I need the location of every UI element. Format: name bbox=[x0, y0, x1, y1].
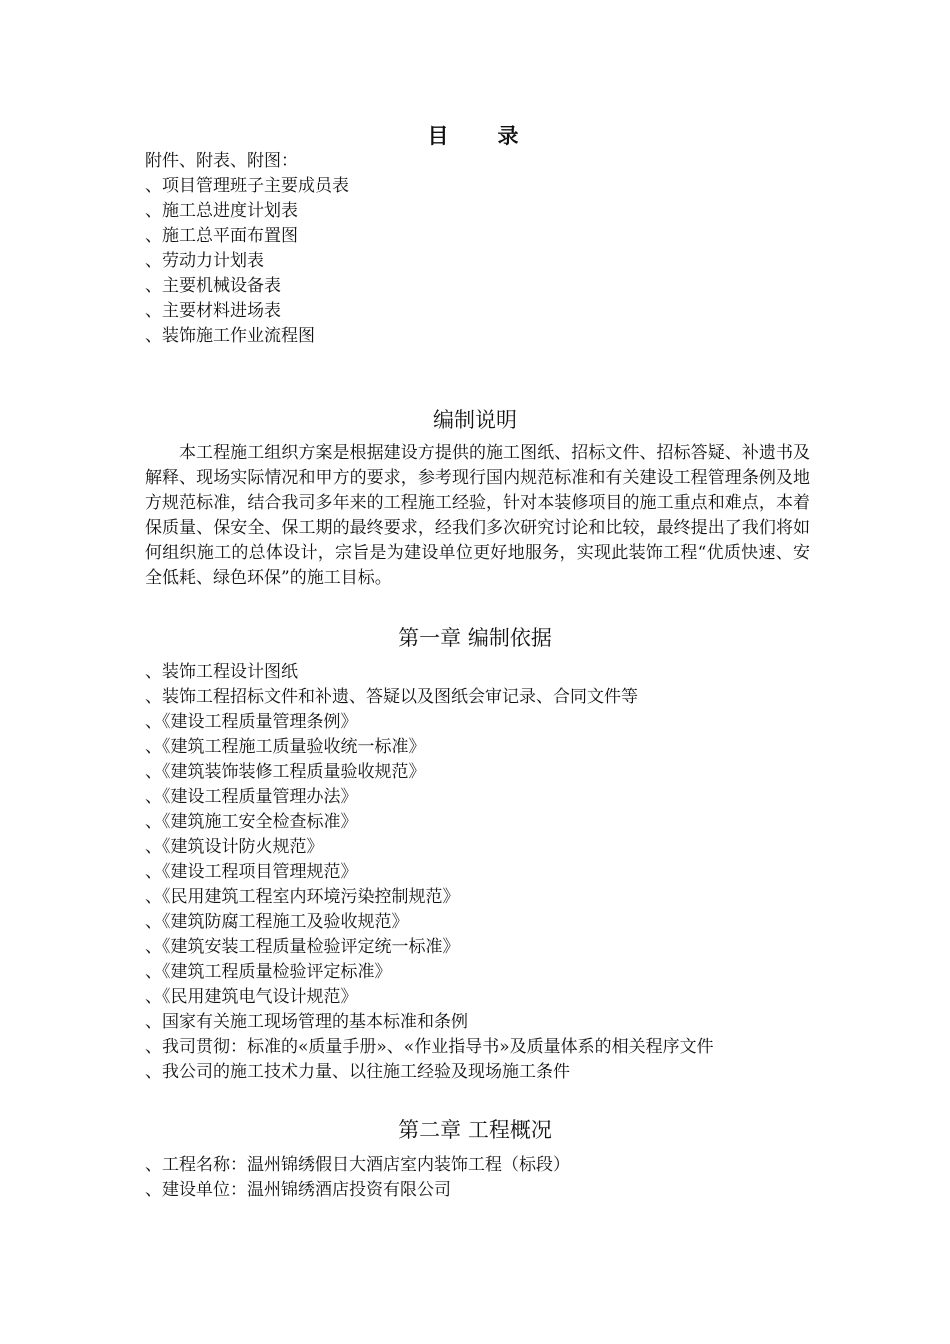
toc-item: 、项目管理班子主要成员表 bbox=[145, 176, 349, 196]
chapter1-item: 、《建筑设计防火规范》 bbox=[145, 837, 324, 857]
chapter1-item: 、《民用建筑工程室内环境污染控制规范》 bbox=[145, 887, 460, 907]
chapter1-item: 、我司贯彻：标准的«质量手册»、«作业指导书»及质量体系的相关程序文件 bbox=[145, 1037, 714, 1057]
chapter1-item: 、《建设工程项目管理规范》 bbox=[145, 862, 358, 882]
chapter1-item: 、《建筑施工安全检查标准》 bbox=[145, 812, 358, 832]
chapter2-list bbox=[145, 1153, 570, 1203]
chapter1-list bbox=[145, 660, 714, 1085]
chapter1-item: 、《建设工程质量管理办法》 bbox=[145, 787, 358, 807]
toc-item: 、装饰施工作业流程图 bbox=[145, 326, 315, 346]
chapter1-item: 、《建筑安装工程质量检验评定统一标准》 bbox=[145, 937, 460, 957]
chapter1-item: 、《民用建筑电气设计规范》 bbox=[145, 987, 358, 1007]
chapter1-item: 、《建设工程质量管理条例》 bbox=[145, 712, 358, 732]
chapter1-item: 、《建筑防腐工程施工及验收规范》 bbox=[145, 912, 409, 932]
chapter1-item: 、装饰工程招标文件和补遗、答疑以及图纸会审记录、合同文件等 bbox=[145, 687, 638, 707]
toc-subtitle: 附件、附表、附图： bbox=[145, 151, 298, 171]
chapter1-item: 、国家有关施工现场管理的基本标准和条例 bbox=[145, 1012, 468, 1032]
preface-title: 编制说明 bbox=[433, 408, 517, 432]
chapter1-item: 、装饰工程设计图纸 bbox=[145, 662, 298, 682]
preface-body: 本工程施工组织方案是根据建设方提供的施工图纸、招标文件、招标答疑、补遗书及解释、现场实际情况和甲方的要求，参考现行国内规范标准和有关建设工程管理条例及地方规范标准，结合我司多年来的工程施工经验，针对本装修项目的施工重点和难点，本着保质量、保安全、保工期的最终要求，经我们多次研究讨论和比较，最终提出了我们将如何组织施工的总体设计，宗旨是为建设单位更好地服务，实现此装饰工程“优质快速、安全低耗、绿色环保”的施工目标。 bbox=[145, 443, 810, 588]
chapter1-title: 第一章 编制依据 bbox=[398, 626, 552, 650]
chapter1-item: 、《建筑工程施工质量验收统一标准》 bbox=[145, 737, 426, 757]
toc-title: 目 录 bbox=[427, 123, 533, 148]
chapter2-item: 、建设单位：温州锦绣酒店投资有限公司 bbox=[145, 1180, 451, 1200]
toc-item: 、施工总平面布置图 bbox=[145, 226, 298, 246]
toc-list bbox=[145, 174, 349, 349]
chapter2-title: 第二章 工程概况 bbox=[398, 1118, 552, 1142]
toc-item: 、施工总进度计划表 bbox=[145, 201, 298, 221]
chapter2-item: 、工程名称：温州锦绣假日大酒店室内装饰工程（标段） bbox=[145, 1155, 570, 1175]
chapter1-item: 、《建筑装饰装修工程质量验收规范》 bbox=[145, 762, 426, 782]
chapter1-item: 、我公司的施工技术力量、以往施工经验及现场施工条件 bbox=[145, 1062, 570, 1082]
chapter1-item: 、《建筑工程质量检验评定标准》 bbox=[145, 962, 392, 982]
toc-item: 、劳动力计划表 bbox=[145, 251, 264, 271]
toc-item: 、主要机械设备表 bbox=[145, 276, 281, 296]
toc-item: 、主要材料进场表 bbox=[145, 301, 281, 321]
